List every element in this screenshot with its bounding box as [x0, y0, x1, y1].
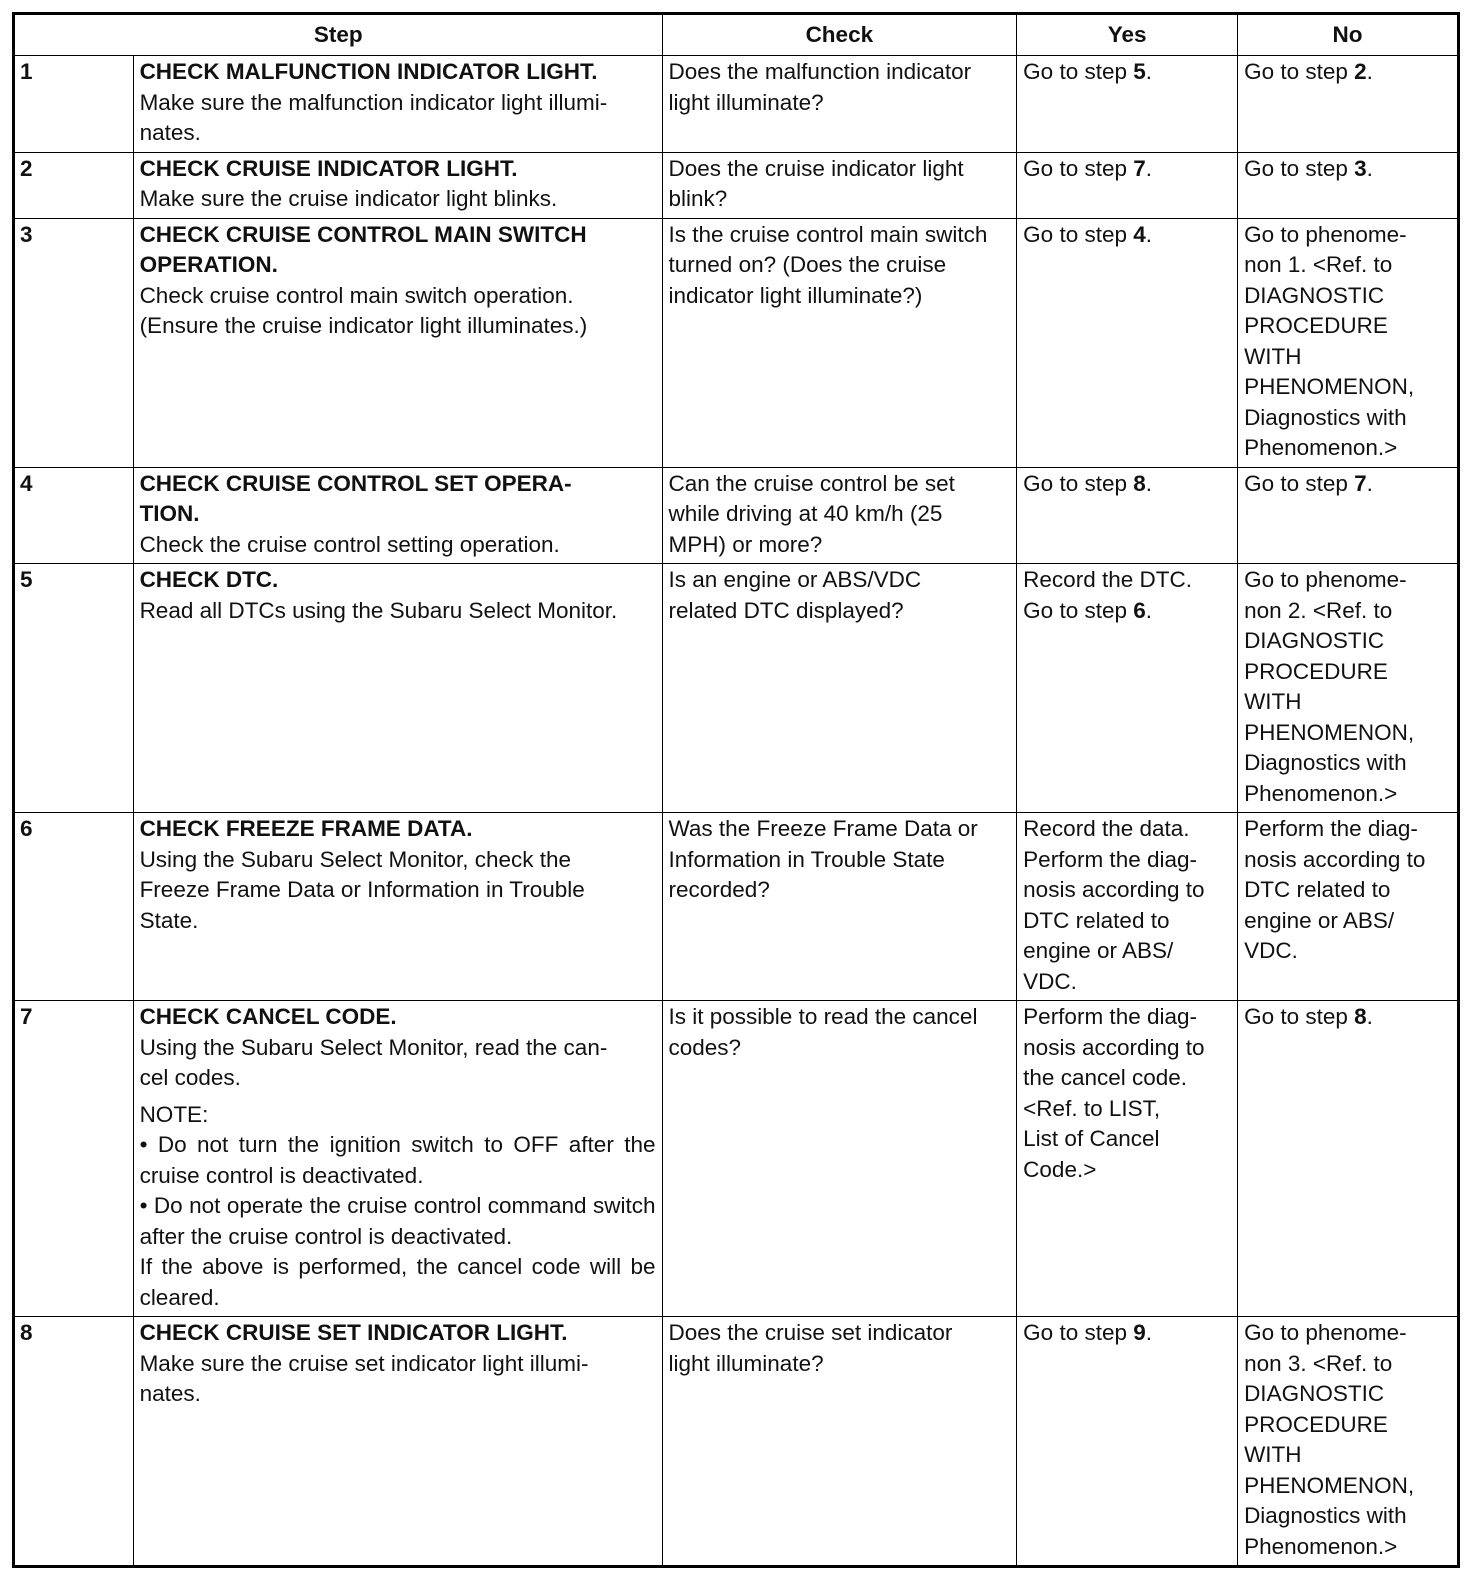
yes-line: [1023, 596, 1231, 627]
step-desc-line: Check cruise control main switch operation.: [139, 282, 574, 308]
step-desc-line: State.: [139, 907, 199, 933]
no-text: Go to step: [1244, 59, 1355, 84]
yes-text: Go to step: [1023, 59, 1134, 84]
step-desc-line: Check the cruise control setting operation.: [139, 531, 560, 557]
yes-line: Perform the diag-: [1023, 846, 1197, 872]
step-title: CHECK CRUISE INDICATOR LIGHT.: [139, 155, 518, 181]
no-line: Phenomenon.>: [1244, 435, 1398, 460]
step-desc-line: nates.: [139, 1381, 201, 1406]
no-text: Go to step: [1244, 1004, 1355, 1029]
step-desc-line: nates.: [139, 120, 201, 145]
check-line: Does the cruise indicator light: [668, 155, 964, 181]
yes-line: Code.>: [1023, 1156, 1097, 1182]
check-cell: [662, 56, 1017, 153]
yes-cell: [1017, 56, 1238, 153]
table-row: [14, 1317, 1459, 1567]
yes-cell: [1017, 218, 1238, 467]
check-line: recorded?: [668, 877, 770, 902]
step-title-line: TION.: [139, 501, 200, 526]
no-step-ref: 3: [1354, 155, 1367, 181]
check-line: blink?: [668, 186, 728, 211]
no-cell: [1238, 467, 1459, 564]
step-cell: [133, 813, 662, 1001]
yes-text: Go to step: [1023, 597, 1134, 623]
no-line: Go to phenome-: [1244, 221, 1407, 247]
step-title-line: CHECK CRUISE CONTROL SET OPERA-: [139, 470, 572, 496]
no-step-ref: 7: [1354, 470, 1367, 496]
no-line: PHENOMENON,: [1244, 1472, 1415, 1498]
yes-line: the cancel code.: [1023, 1065, 1188, 1090]
yes-line: Record the data.: [1023, 816, 1190, 841]
yes-suffix: .: [1145, 221, 1153, 247]
yes-line: nosis according to: [1023, 1034, 1205, 1060]
check-line: codes?: [668, 1034, 742, 1060]
note-bullet: • Do not turn the ignition switch to OFF after the cruise control is deactivated.: [139, 1132, 656, 1188]
no-text: Go to step: [1244, 155, 1355, 181]
step-desc-line: Read all DTCs using the Subaru Select Monitor.: [139, 597, 618, 623]
no-line: Phenomenon.>: [1244, 1533, 1398, 1559]
table-row: [14, 813, 1459, 1001]
yes-suffix: .: [1145, 597, 1153, 623]
no-line: PHENOMENON,: [1244, 374, 1415, 399]
step-title-line: OPERATION.: [139, 252, 278, 277]
step-cell: [133, 152, 662, 218]
check-cell: [662, 218, 1017, 467]
yes-cell: [1017, 1001, 1238, 1317]
no-line: Perform the diag-: [1244, 816, 1418, 841]
step-desc-line: Make sure the cruise set indicator light illumi-: [139, 1350, 589, 1376]
yes-line: Record the DTC.: [1023, 567, 1192, 592]
table-row: [14, 152, 1459, 218]
yes-suffix: .: [1145, 1320, 1153, 1345]
no-line: PROCEDURE: [1244, 1411, 1388, 1437]
no-line: DIAGNOSTIC: [1244, 282, 1385, 308]
yes-cell: [1017, 152, 1238, 218]
no-line: WITH: [1244, 343, 1302, 369]
yes-line: nosis according to: [1023, 877, 1205, 902]
yes-suffix: .: [1145, 59, 1153, 84]
check-line: Was the Freeze Frame Data or: [668, 816, 978, 841]
yes-step-ref: 9: [1133, 1320, 1146, 1345]
no-line: DIAGNOSTIC: [1244, 628, 1385, 653]
step-number: 6: [14, 813, 134, 1001]
no-line: non 1. <Ref. to: [1244, 252, 1393, 277]
table-row: [14, 56, 1459, 153]
step-title-line: CHECK CRUISE CONTROL MAIN SWITCH: [139, 221, 587, 247]
no-line: Diagnostics with: [1244, 404, 1407, 430]
yes-step-ref: 4: [1133, 221, 1146, 247]
check-line: Can the cruise control be set: [668, 470, 955, 496]
header-check: Check: [662, 14, 1017, 56]
no-line: WITH: [1244, 689, 1302, 714]
no-line: non 2. <Ref. to: [1244, 597, 1393, 623]
check-line: Does the cruise set indicator: [668, 1320, 953, 1345]
no-cell: [1238, 564, 1459, 813]
check-cell: [662, 564, 1017, 813]
no-step-ref: 2: [1354, 59, 1367, 84]
no-cell: [1238, 152, 1459, 218]
header-yes: Yes: [1017, 14, 1238, 56]
check-cell: [662, 813, 1017, 1001]
yes-cell: [1017, 1317, 1238, 1567]
yes-step-ref: 8: [1133, 470, 1146, 496]
step-number: 1: [14, 56, 134, 153]
no-cell: [1238, 218, 1459, 467]
check-cell: [662, 1317, 1017, 1567]
no-line: Phenomenon.>: [1244, 780, 1398, 806]
step-number: 2: [14, 152, 134, 218]
table-row: [14, 218, 1459, 467]
diagnostic-table: [12, 12, 1460, 1568]
no-suffix: .: [1366, 470, 1373, 496]
yes-cell: [1017, 467, 1238, 564]
no-line: DIAGNOSTIC: [1244, 1381, 1385, 1406]
check-line: Is it possible to read the cancel: [668, 1004, 978, 1029]
yes-line: engine or ABS/: [1023, 938, 1174, 963]
yes-step-ref: 6: [1133, 597, 1146, 623]
yes-suffix: .: [1145, 470, 1153, 496]
step-desc-line: Make sure the malfunction indicator light illumi-: [139, 89, 608, 115]
no-line: engine or ABS/: [1244, 907, 1395, 933]
step-desc-line: Using the Subaru Select Monitor, read the can-: [139, 1034, 608, 1060]
step-cell: [133, 564, 662, 813]
step-desc-line: cel codes.: [139, 1065, 241, 1090]
no-cell: [1238, 1001, 1459, 1317]
yes-text: Go to step: [1023, 1320, 1134, 1345]
no-text: Go to step: [1244, 470, 1355, 496]
step-cell: [133, 1001, 662, 1317]
yes-text: Go to step: [1023, 221, 1134, 247]
no-line: Go to phenome-: [1244, 567, 1407, 592]
no-line: PROCEDURE: [1244, 658, 1388, 684]
yes-text: Go to step: [1023, 470, 1134, 496]
no-suffix: .: [1366, 1004, 1373, 1029]
check-line: Is an engine or ABS/VDC: [668, 567, 922, 592]
check-line: MPH) or more?: [668, 531, 823, 557]
yes-step-ref: 7: [1133, 155, 1146, 181]
no-line: nosis according to: [1244, 846, 1426, 872]
step-title: CHECK DTC.: [139, 567, 279, 592]
step-number: 8: [14, 1317, 134, 1567]
check-line: indicator light illuminate?): [668, 282, 923, 308]
yes-cell: [1017, 813, 1238, 1001]
check-line: Is the cruise control main switch: [668, 221, 988, 247]
no-line: Go to phenome-: [1244, 1320, 1407, 1345]
yes-step-ref: 5: [1133, 59, 1146, 84]
yes-line: VDC.: [1023, 968, 1077, 994]
step-cell: [133, 218, 662, 467]
no-line: PHENOMENON,: [1244, 719, 1415, 745]
check-line: Does the malfunction indicator: [668, 59, 972, 84]
no-cell: [1238, 813, 1459, 1001]
no-line: Diagnostics with: [1244, 1503, 1407, 1528]
check-cell: [662, 467, 1017, 564]
no-line: VDC.: [1244, 938, 1298, 963]
check-cell: [662, 1001, 1017, 1317]
no-suffix: .: [1366, 155, 1373, 181]
note-bullet: • Do not operate the cruise control command switch after the cruise control is deactivated.: [139, 1193, 656, 1249]
no-cell: [1238, 1317, 1459, 1567]
note-label: NOTE:: [139, 1101, 209, 1127]
step-number: 5: [14, 564, 134, 813]
step-cell: [133, 56, 662, 153]
note-tail: If the above is performed, the cancel code will be cleared.: [139, 1254, 656, 1310]
check-line: turned on? (Does the cruise: [668, 252, 947, 277]
no-line: non 3. <Ref. to: [1244, 1350, 1393, 1376]
yes-text: Go to step: [1023, 155, 1134, 181]
step-number: 4: [14, 467, 134, 564]
check-line: light illuminate?: [668, 89, 824, 115]
no-suffix: .: [1366, 59, 1373, 84]
yes-line: List of Cancel: [1023, 1126, 1160, 1151]
check-line: related DTC displayed?: [668, 597, 904, 623]
header-row: [14, 14, 1459, 56]
yes-line: Perform the diag-: [1023, 1004, 1197, 1029]
step-title: CHECK CRUISE SET INDICATOR LIGHT.: [139, 1320, 568, 1345]
no-line: Diagnostics with: [1244, 750, 1407, 775]
check-line: light illuminate?: [668, 1350, 824, 1376]
no-line: PROCEDURE: [1244, 313, 1388, 338]
step-desc-line: Make sure the cruise indicator light blinks.: [139, 186, 558, 211]
no-line: DTC related to: [1244, 877, 1391, 902]
no-cell: [1238, 56, 1459, 153]
header-no: No: [1238, 14, 1459, 56]
check-line: while driving at 40 km/h (25: [668, 501, 943, 526]
step-cell: [133, 1317, 662, 1567]
step-title: CHECK CANCEL CODE.: [139, 1004, 397, 1029]
step-number: 7: [14, 1001, 134, 1317]
no-step-ref: 8: [1354, 1004, 1367, 1029]
check-cell: [662, 152, 1017, 218]
yes-line: DTC related to: [1023, 907, 1170, 933]
no-line: WITH: [1244, 1442, 1302, 1467]
table-row: [14, 467, 1459, 564]
step-title: CHECK MALFUNCTION INDICATOR LIGHT.: [139, 59, 598, 84]
table-row: [14, 1001, 1459, 1317]
step-number: 3: [14, 218, 134, 467]
yes-line: <Ref. to LIST,: [1023, 1095, 1161, 1121]
yes-suffix: .: [1145, 155, 1153, 181]
check-line: Information in Trouble State: [668, 846, 945, 872]
step-title: CHECK FREEZE FRAME DATA.: [139, 816, 473, 841]
step-desc-line: Using the Subaru Select Monitor, check the: [139, 846, 572, 872]
table-row: [14, 564, 1459, 813]
yes-cell: [1017, 564, 1238, 813]
step-cell: [133, 467, 662, 564]
step-desc-line: Freeze Frame Data or Information in Trouble: [139, 877, 585, 902]
step-desc-line: (Ensure the cruise indicator light illuminates.): [139, 313, 588, 338]
header-step: Step: [14, 14, 663, 56]
